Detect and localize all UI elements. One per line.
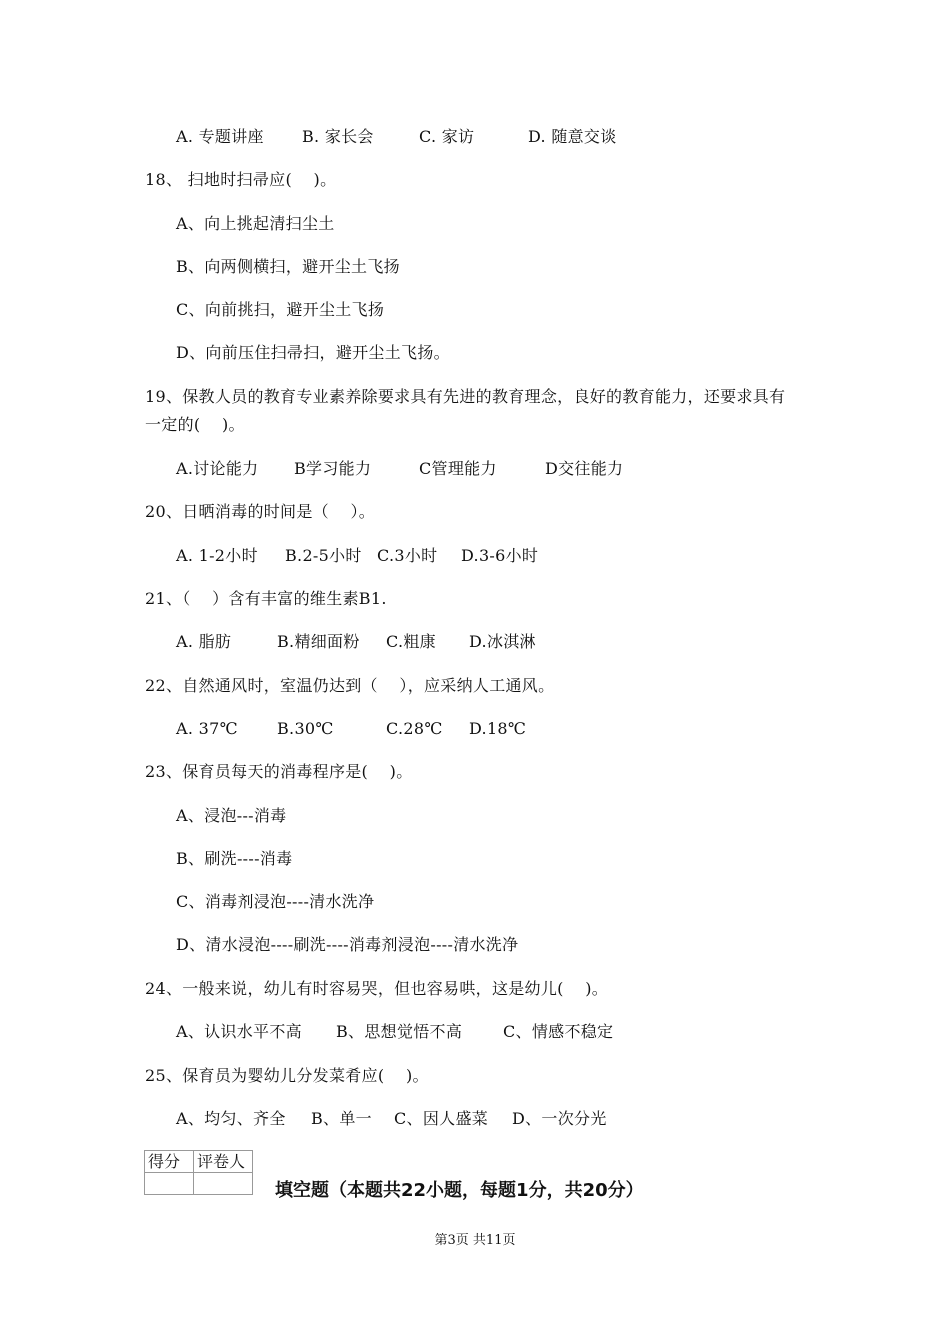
score-cell (145, 1173, 194, 1195)
q20-option-c: C.3小时 (377, 546, 438, 565)
q22-option-b: B.30℃ (277, 719, 334, 738)
q25-option-d: D、一次分光 (512, 1109, 607, 1128)
q25-option-c: C、因人盛菜 (394, 1109, 489, 1128)
q21-option-c: C.粗康 (386, 632, 436, 651)
q24-option-b: B、思想觉悟不高 (336, 1022, 463, 1041)
option-d: D. 随意交谈 (528, 127, 617, 146)
q22-option-d: D.18℃ (469, 719, 527, 738)
question-19-line1: 19、保教人员的教育专业素养除要求具有先进的教育理念，良好的教育能力，还要求具有 (145, 387, 786, 406)
score-label: 得分 (145, 1151, 194, 1173)
q18-option-a: A、向上挑起清扫尘土 (176, 214, 335, 233)
question-24: 24、一般来说，幼儿有时容易哭，但也容易哄，这是幼儿( )。 (145, 979, 609, 998)
grader-cell (194, 1173, 253, 1195)
q23-option-a: A、浸泡---消毒 (176, 806, 287, 825)
option-c: C. 家访 (419, 127, 475, 146)
q24-option-a: A、认识水平不高 (176, 1022, 302, 1041)
question-19-line2: 一定的( )。 (145, 415, 245, 434)
page-footer: 第3页 共11页 (434, 1233, 516, 1248)
q20-option-a: A. 1-2小时 (176, 546, 258, 565)
q18-option-b: B、向两侧横扫，避开尘土飞扬 (176, 257, 400, 276)
q19-option-a: A.讨论能力 (176, 459, 259, 478)
question-18: 18、 扫地时扫帚应( )。 (145, 170, 337, 189)
q20-option-b: B.2-5小时 (285, 546, 362, 565)
q25-option-a: A、均匀、齐全 (176, 1109, 286, 1128)
q21-option-b: B.精细面粉 (277, 632, 360, 651)
q19-option-d: D交往能力 (545, 459, 624, 478)
question-21: 21、（ ）含有丰富的维生素B1. (145, 589, 387, 608)
q21-option-a: A. 脂肪 (176, 632, 232, 651)
q24-option-c: C、情感不稳定 (503, 1022, 614, 1041)
q18-option-c: C、向前挑扫，避开尘土飞扬 (176, 300, 385, 319)
question-20: 20、日晒消毒的时间是（ ）。 (145, 502, 376, 521)
q25-option-b: B、单一 (311, 1109, 372, 1128)
question-22: 22、自然通风时，室温仍达到（ ），应采纳人工通风。 (145, 676, 555, 695)
q22-option-a: A. 37℃ (176, 719, 238, 738)
q20-option-d: D.3-6小时 (461, 546, 539, 565)
q21-option-d: D.冰淇淋 (469, 632, 536, 651)
q18-option-d: D、向前压住扫帚扫，避开尘土飞扬。 (176, 343, 450, 362)
section-title: 填空题（本题共22小题，每题1分，共20分） (275, 1180, 644, 1201)
q23-option-d: D、清水浸泡----刷洗----消毒剂浸泡----清水洗净 (176, 935, 519, 954)
q19-option-c: C管理能力 (419, 459, 497, 478)
question-25: 25、保育员为婴幼儿分发菜肴应( )。 (145, 1066, 429, 1085)
q23-option-c: C、消毒剂浸泡----清水洗净 (176, 892, 375, 911)
q23-option-b: B、刷洗----消毒 (176, 849, 293, 868)
question-23: 23、保育员每天的消毒程序是( )。 (145, 762, 413, 781)
q22-option-c: C.28℃ (386, 719, 443, 738)
option-b: B. 家长会 (302, 127, 374, 146)
option-a: A. 专题讲座 (176, 127, 264, 146)
score-box (144, 1150, 253, 1195)
q19-option-b: B学习能力 (294, 459, 372, 478)
grader-label: 评卷人 (194, 1151, 253, 1173)
